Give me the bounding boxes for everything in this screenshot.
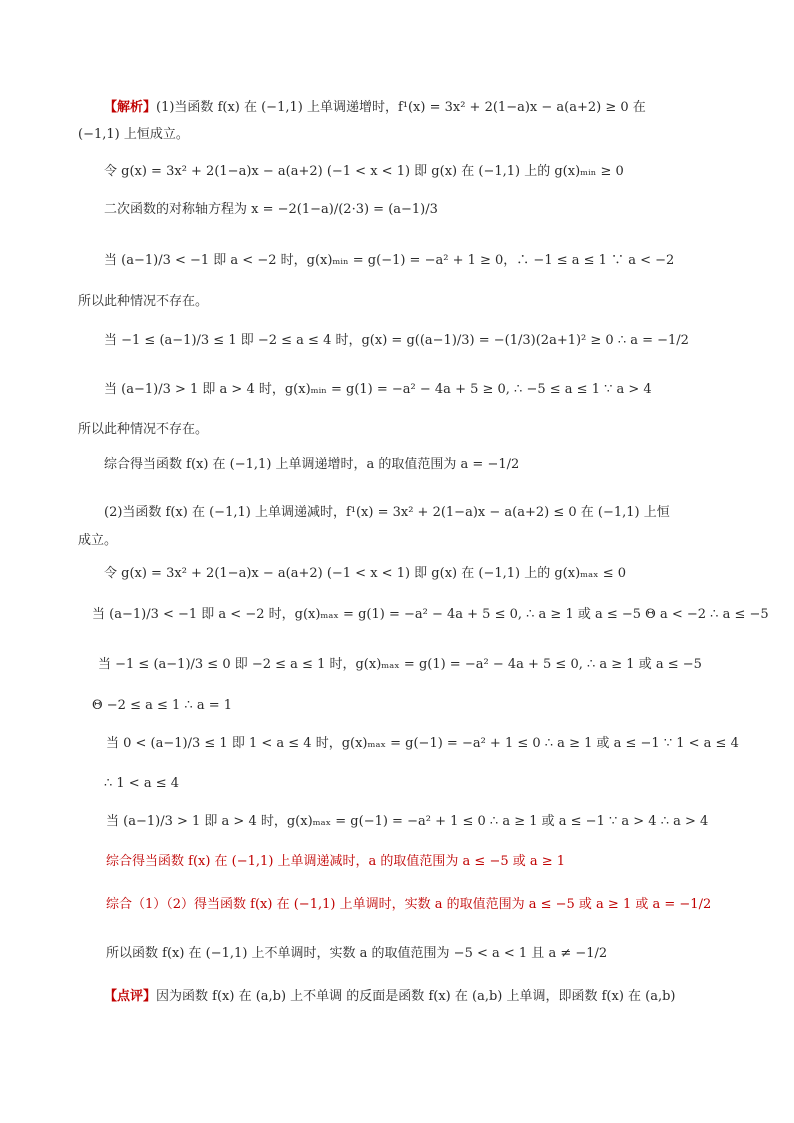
line-text: 令 g(x) = 3x² + 2(1−a)x − a(a+2) (−1 < x < 1) 即 g(x) 在 (−1,1) 上的 g(x)ₘᵢₙ ≥ 0 (104, 164, 624, 179)
text-line (78, 423, 208, 436)
text-line (78, 128, 189, 141)
text-line (98, 658, 702, 671)
text-line (92, 608, 769, 621)
text-line (104, 334, 689, 347)
text-line (104, 203, 438, 216)
line-text: ∴ 1 < a ≤ 4 (104, 776, 180, 791)
line-text: 当 (a−1)/3 > 1 即 a > 4 时，g(x)ₘₐₓ = g(−1) = −a² + 1 ≤ 0 ∴ a ≥ 1 或 a ≤ −1 ∵ a > 4 ∴ a > 4 (106, 814, 709, 829)
line-text: 当 −1 ≤ (a−1)/3 ≤ 0 即 −2 ≤ a ≤ 1 时，g(x)ₘₐₓ = g(1) = −a² − 4a + 5 ≤ 0, ∴ a ≥ 1 或 a ≤ −5 (98, 657, 702, 672)
section-tag: 【解析】 (104, 100, 157, 115)
line-text: 当 −1 ≤ (a−1)/3 ≤ 1 即 −2 ≤ a ≤ 4 时，g(x) = g((a−1)/3) = −(1/3)(2a+1)² ≥ 0 ∴ a = −1/2 (104, 333, 689, 348)
text-line (104, 458, 519, 471)
line-text: 当 (a−1)/3 > 1 即 a > 4 时，g(x)ₘᵢₙ = g(1) = −a² − 4a + 5 ≥ 0, ∴ −5 ≤ a ≤ 1 ∵ a > 4 (104, 382, 652, 397)
line-text: 所以此种情况不存在。 (78, 422, 209, 437)
text-line (106, 815, 708, 828)
line-text: 当 (a−1)/3 < −1 即 a < −2 时，g(x)ₘᵢₙ = g(−1) = −a² + 1 ≥ 0，∴ −1 ≤ a ≤ 1 ∵ a < −2 (104, 253, 675, 268)
text-line (92, 699, 232, 712)
line-text: 所以函数 f(x) 在 (−1,1) 上不单调时，实数 a 的取值范围为 −5 < a < 1 且 a ≠ −1/2 (106, 946, 608, 961)
line-text: 综合得当函数 f(x) 在 (−1,1) 上单调递减时，a 的取值范围为 a ≤ −5 或 a ≥ 1 (106, 854, 566, 869)
line-text: 所以此种情况不存在。 (78, 294, 209, 309)
text-line (104, 990, 676, 1003)
text-line (104, 567, 626, 580)
text-line (78, 295, 208, 308)
line-text: 当 (a−1)/3 < −1 即 a < −2 时，g(x)ₘₐₓ = g(1) = −a² − 4a + 5 ≤ 0, ∴ a ≥ 1 或 a ≤ −5 Θ a < −2 ∴ a ≤ −5 (92, 607, 769, 622)
text-line (106, 947, 607, 960)
text-line (106, 898, 711, 911)
line-text: 令 g(x) = 3x² + 2(1−a)x − a(a+2) (−1 < x < 1) 即 g(x) 在 (−1,1) 上的 g(x)ₘₐₓ ≤ 0 (104, 566, 627, 581)
line-text: 当 0 < (a−1)/3 ≤ 1 即 1 < a ≤ 4 时，g(x)ₘₐₓ = g(−1) = −a² + 1 ≤ 0 ∴ a ≥ 1 或 a ≤ −1 ∵ 1 < a ≤ 4 (106, 736, 739, 751)
text-line (106, 855, 565, 868)
text-line (104, 165, 624, 178)
line-text: (1)当函数 f(x) 在 (−1,1) 上单调递增时，f¹(x) = 3x² + 2(1−a)x − a(a+2) ≥ 0 在 (156, 100, 646, 115)
section-tag: 【点评】 (104, 989, 157, 1004)
text-line (106, 737, 739, 750)
line-text: 因为函数 f(x) 在 (a,b) 上不单调 的反面是函数 f(x) 在 (a,b) 上单调，即函数 f(x) 在 (a,b) (156, 989, 676, 1004)
text-line (78, 534, 117, 547)
line-text: (−1,1) 上恒成立。 (78, 127, 189, 142)
line-text: 成立。 (78, 533, 118, 548)
text-line (104, 506, 670, 519)
text-line (104, 383, 652, 396)
line-text: 综合（1）（2）得当函数 f(x) 在 (−1,1) 上单调时，实数 a 的取值范围为 a ≤ −5 或 a ≥ 1 或 a = −1/2 (106, 897, 712, 912)
line-text: 二次函数的对称轴方程为 x = −2(1−a)/(2·3) = (a−1)/3 (104, 202, 438, 217)
line-text: Θ −2 ≤ a ≤ 1 ∴ a = 1 (92, 698, 233, 713)
line-text: (2)当函数 f(x) 在 (−1,1) 上单调递减时，f¹(x) = 3x² + 2(1−a)x − a(a+2) ≤ 0 在 (−1,1) 上恒 (104, 505, 670, 520)
text-line (104, 777, 179, 790)
text-line (104, 101, 646, 114)
line-text: 综合得当函数 f(x) 在 (−1,1) 上单调递增时，a 的取值范围为 a = −1/2 (104, 457, 520, 472)
text-line (104, 254, 674, 267)
